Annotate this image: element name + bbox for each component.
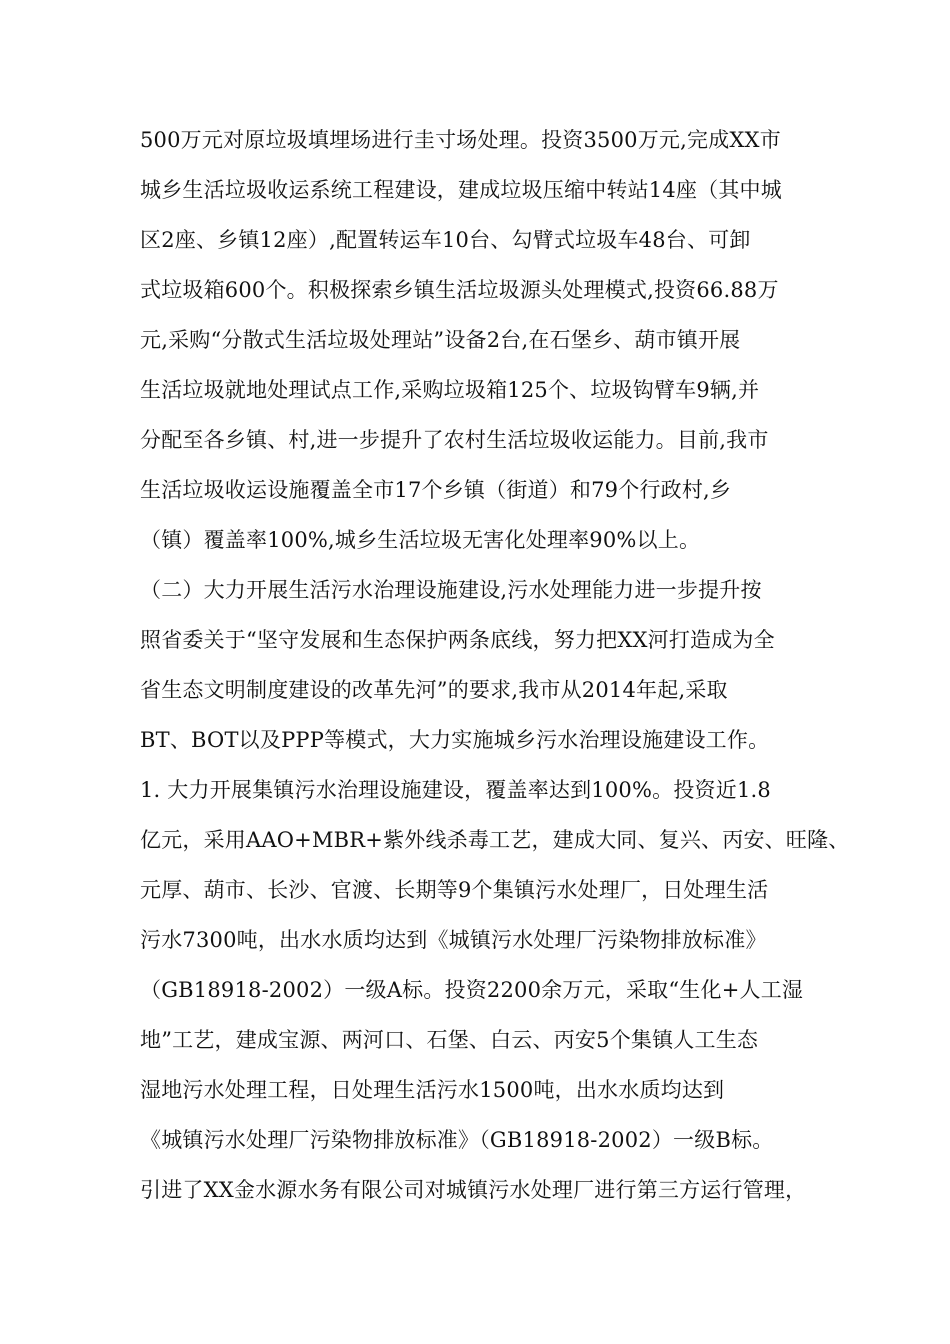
body-text-line: 生活垃圾就地处理试点工作,采购垃圾箱125个、垃圾钩臂车9辆,并 xyxy=(140,378,760,402)
body-text-line: （GB18918-2002）一级A标。投资2200余万元，采取“生化+人工湿 xyxy=(140,978,804,1002)
body-text-line: 城乡生活垃圾收运系统工程建设，建成垃圾压缩中转站14座（其中城 xyxy=(140,178,782,202)
body-text-line: 元,采购“分散式生活垃圾处理站”设备2台,在石堡乡、葫市镇开展 xyxy=(140,328,741,352)
body-text-line: 生活垃圾收运设施覆盖全市17个乡镇（街道）和79个行政村,乡 xyxy=(140,478,732,502)
body-text-line: 亿元，采用AAO+MBR+紫外线杀毒工艺，建成大同、复兴、丙安、旺隆、 xyxy=(140,828,850,852)
body-text-line: 分配至各乡镇、村,进一步提升了农村生活垃圾收运能力。目前,我市 xyxy=(140,428,769,452)
body-text-line: 污水7300吨，出水水质均达到《城镇污水处理厂污染物排放标准》 xyxy=(140,928,767,952)
body-text-line: 元厚、葫市、长沙、官渡、长期等9个集镇污水处理厂，日处理生活 xyxy=(140,878,769,902)
body-text-line: 区2座、乡镇12座）,配置转运车10台、勾臂式垃圾车48台、可卸 xyxy=(140,228,751,252)
body-text-line: BT、BOT以及PPP等模式，大力实施城乡污水治理设施建设工作。 xyxy=(140,728,770,752)
numbered-item-line: 1. 大力开展集镇污水治理设施建设，覆盖率达到100%。投资近1.8 xyxy=(140,778,771,802)
body-text-line: 引进了XX金水源水务有限公司对城镇污水处理厂进行第三方运行管理， xyxy=(140,1178,807,1202)
body-text-line: （镇）覆盖率100%,城乡生活垃圾无害化处理率90%以上。 xyxy=(140,528,701,552)
body-text-line: 式垃圾箱600个。积极探索乡镇生活垃圾源头处理模式,投资66.88万 xyxy=(140,278,779,302)
body-text-line: 500万元对原垃圾填埋场进行圭寸场处理。投资3500万元,完成XX市 xyxy=(140,128,781,152)
body-text-line: 照省委关于“坚守发展和生态保护两条底线，努力把XX河打造成为全 xyxy=(140,628,775,652)
body-text-line: 湿地污水处理工程，日处理生活污水1500吨，出水水质均达到 xyxy=(140,1078,725,1102)
body-text-line: 省生态文明制度建设的改革先河”的要求,我市从2014年起,采取 xyxy=(140,678,728,702)
section-heading-line: （二）大力开展生活污水治理设施建设,污水处理能力进一步提升按 xyxy=(140,578,762,602)
body-text-line: 地”工艺，建成宝源、两河口、石堡、白云、丙安5个集镇人工生态 xyxy=(140,1028,759,1052)
body-text-line: 《城镇污水处理厂污染物排放标准》（GB18918-2002）一级B标。 xyxy=(140,1128,774,1152)
